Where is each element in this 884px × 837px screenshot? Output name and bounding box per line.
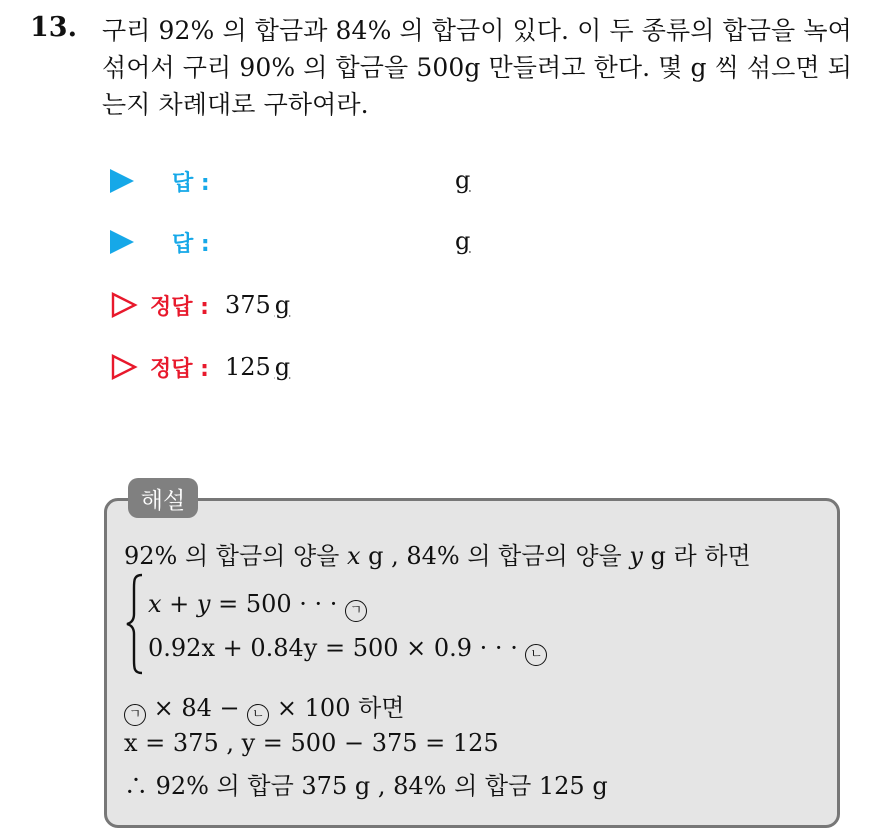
system-brace bbox=[124, 572, 146, 676]
filled-triangle-icon bbox=[110, 169, 134, 193]
correct-value: 125 bbox=[224, 353, 271, 381]
answer-label: 답 : bbox=[172, 170, 210, 196]
filled-triangle-icon bbox=[110, 230, 134, 254]
question-number: 13. bbox=[30, 12, 77, 43]
correct-row-2 bbox=[110, 350, 290, 384]
answer-row-2 bbox=[110, 225, 210, 259]
question-text: 구리 92% 의 합금과 84% 의 합금이 있다. 이 두 종류의 합금을 녹여 섞어서 구리 90% 의 합금을 500g 만들려고 한다. 몇 g 씩 섞으면 되는지 차례대로 구하여라. bbox=[102, 16, 852, 119]
equation-1: x + y = 500 · · · ㄱ bbox=[148, 590, 367, 622]
correct-unit: g bbox=[274, 291, 291, 319]
explanation-title: 해설 bbox=[128, 478, 198, 518]
correct-unit: g bbox=[274, 353, 291, 381]
explanation-line-4: ㄱ × 84 − ㄴ × 100 하면 bbox=[124, 688, 404, 726]
answer-unit-2: g bbox=[455, 227, 471, 255]
correct-row-1 bbox=[110, 288, 290, 322]
correct-label: 정답 : bbox=[150, 294, 209, 320]
outline-triangle-icon bbox=[110, 353, 138, 381]
explanation-line-6: ∴ 92% 의 합금 375 g , 84% 의 합금 125 g bbox=[124, 772, 608, 800]
outline-triangle-icon bbox=[110, 291, 138, 319]
correct-value: 375 bbox=[224, 291, 271, 319]
correct-label: 정답 : bbox=[150, 356, 209, 382]
answer-label: 답 : bbox=[172, 231, 210, 257]
answer-unit-1: g bbox=[455, 166, 471, 194]
answer-row-1 bbox=[110, 164, 210, 198]
explanation-line-5: x = 375 , y = 500 − 375 = 125 bbox=[124, 729, 499, 757]
equation-2: 0.92x + 0.84y = 500 × 0.9 · · · ㄴ bbox=[148, 634, 547, 666]
explanation-line-1: 92% 의 합금의 양을 x g , 84% 의 합금의 양을 y g 라 하면 bbox=[124, 542, 751, 570]
